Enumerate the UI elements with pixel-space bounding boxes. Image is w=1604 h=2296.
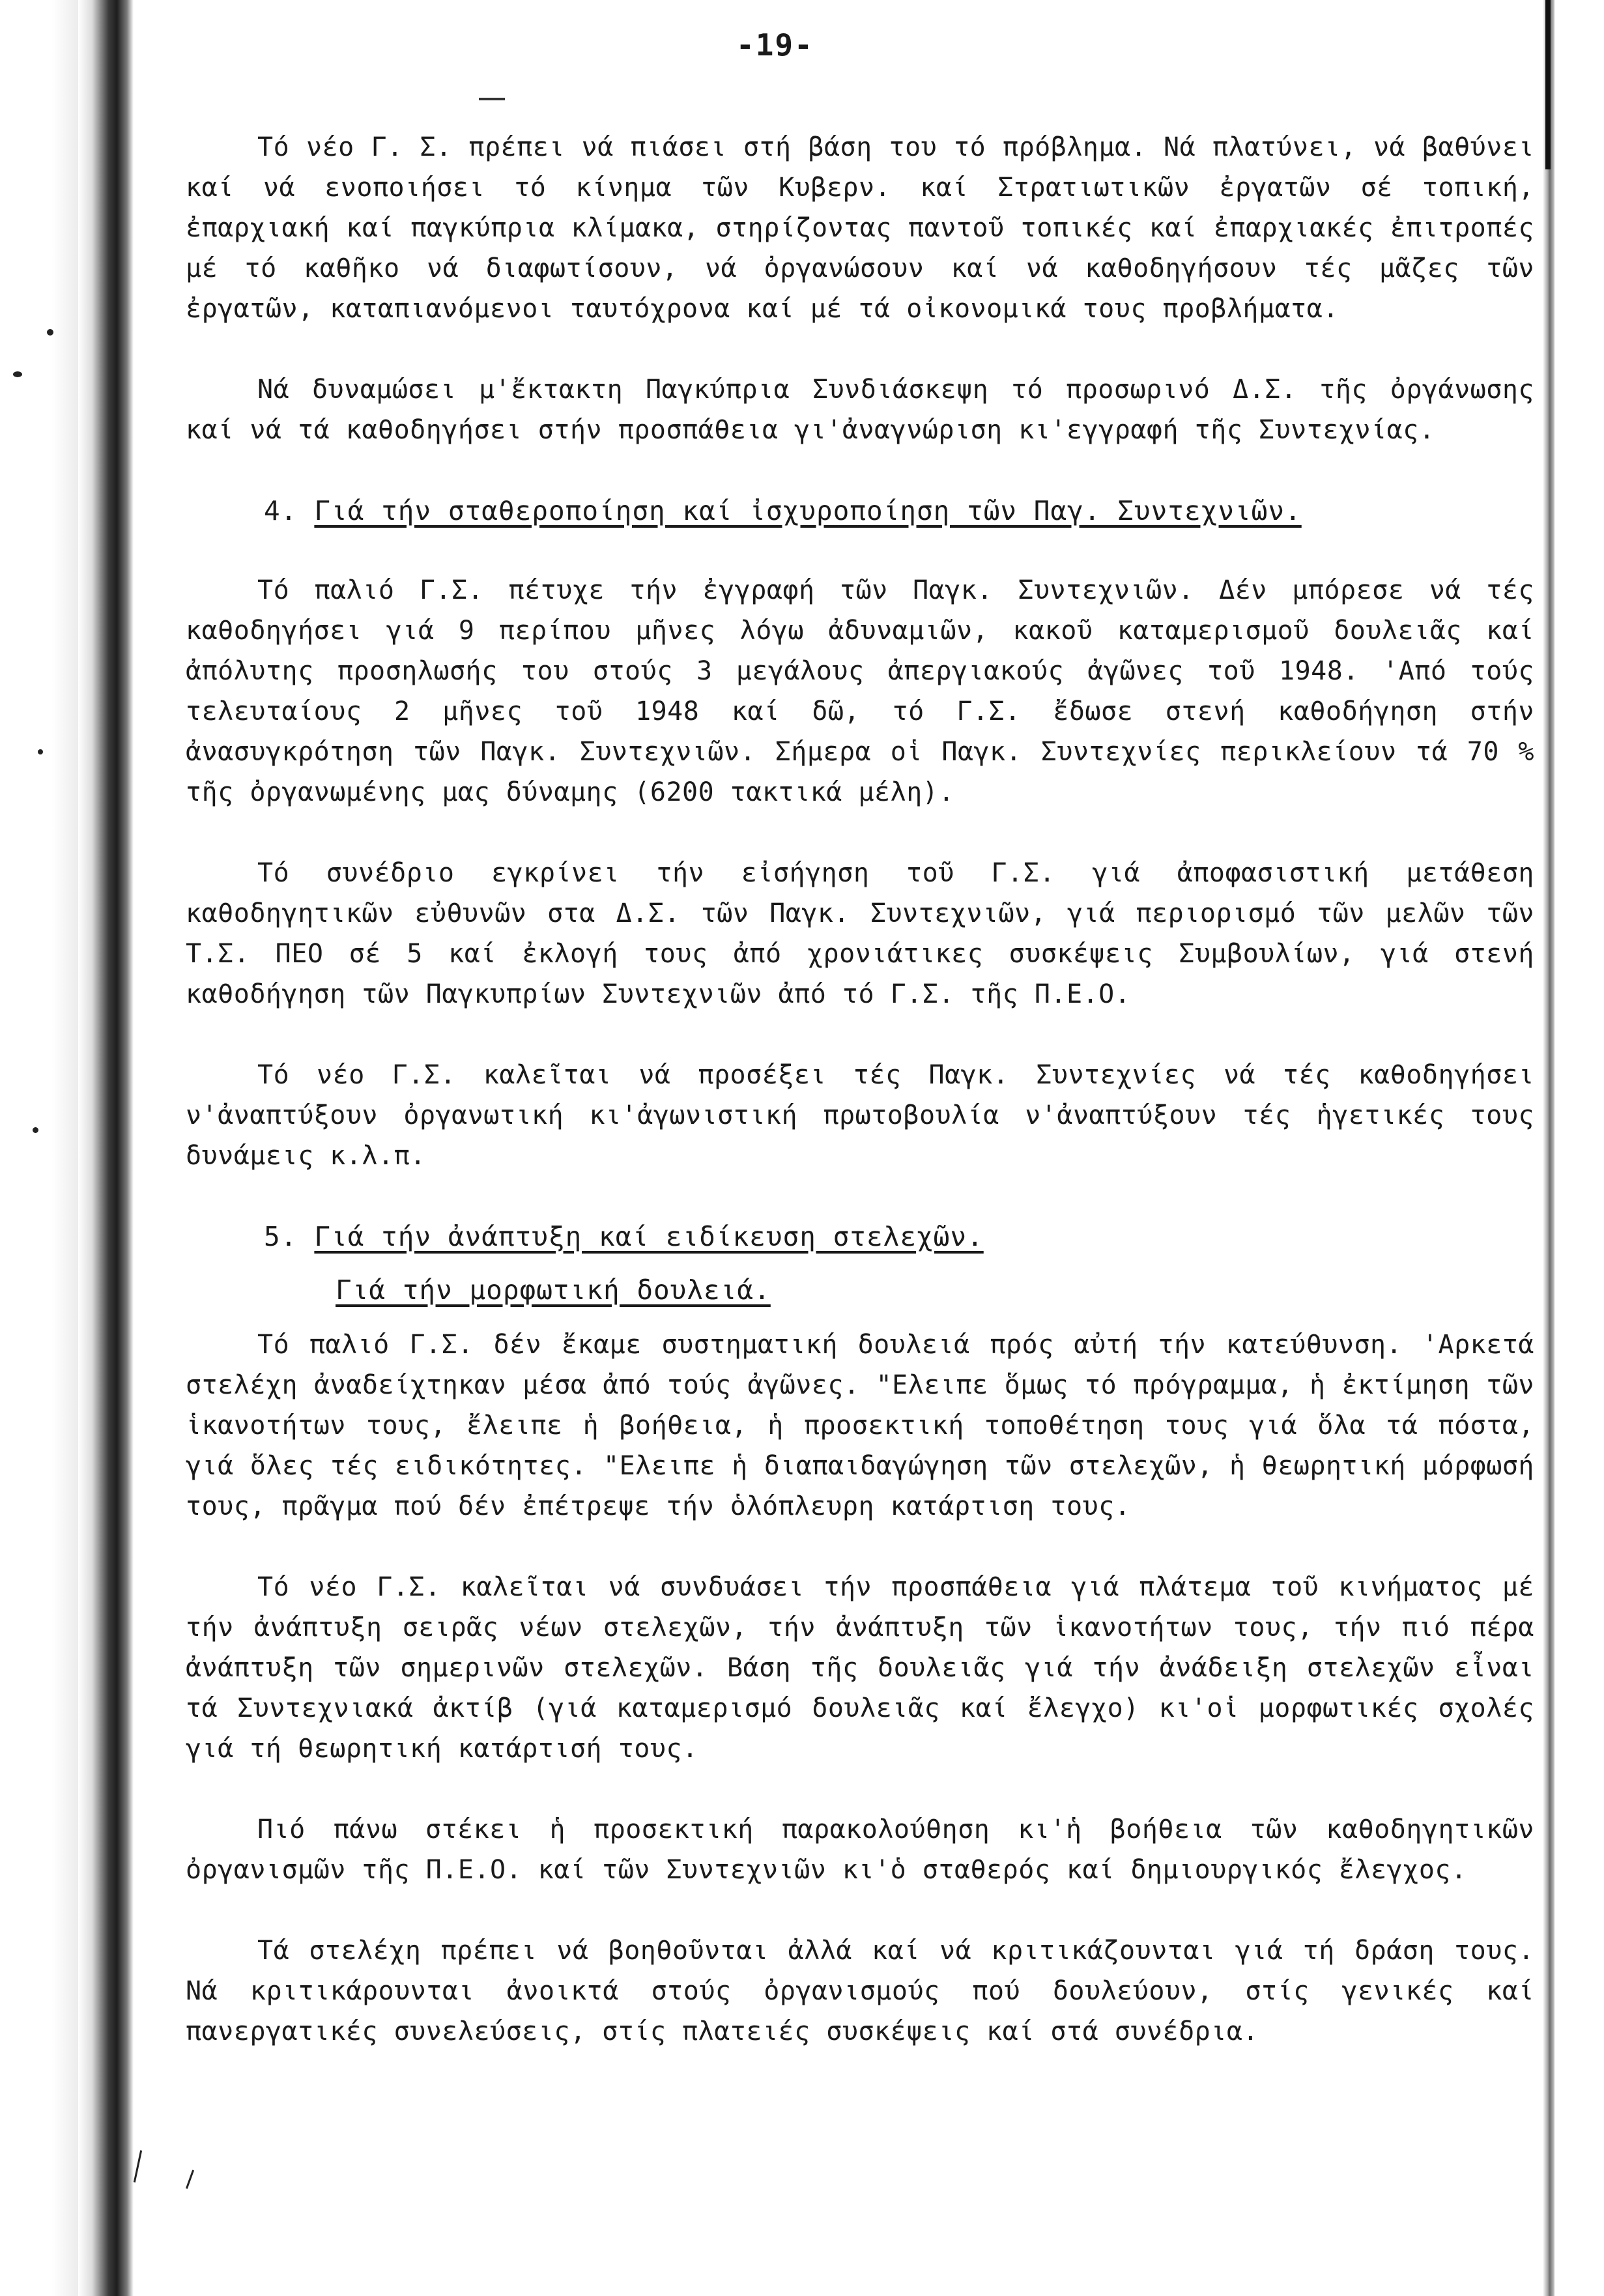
scan-speck <box>13 371 22 377</box>
page-number: -19- <box>736 27 814 63</box>
scan-right-edge <box>1543 0 1554 2296</box>
section-heading-5 <box>264 1216 1534 1257</box>
paragraph-3: Τό παλιό Γ.Σ. πέτυχε τήν ἐγγραφή τῶν Παγκ. Συντεχνιῶν. Δέν μπόρεσε νά τές καθοδηγήσει γιά 9 περίπου μῆνες λόγω ἀδυναμιῶν, κακοῦ καταμερισμοῦ δουλειᾶς καί ἀπόλυτης προσηλωσής του στούς 3 μεγάλους ἀπεργιακούς ἀγῶνες τοῦ 1948. 'Από τούς τελευταίους 2 μῆνες τοῦ 1948 καί δῶ, τό Γ.Σ. ἔδωσε στενή καθοδήγηση στήν ἀνασυγκρότηση τῶν Παγκ. Συντεχνιῶν. Σήμερα οἱ Παγκ. Συντεχνίες περικλείουν τά 70 % τῆς ὀργανωμένης μας δύναμης (6200 τακτικά μέλη). <box>186 575 1534 807</box>
scan-right-edge-dark <box>1545 0 1551 169</box>
section-number: 5. <box>264 1221 298 1252</box>
paragraph-4: Τό συνέδριο εγκρίνει τήν εἰσήγηση τοῦ Γ.Σ. γιά ἀποφασιστική μετάθεση καθοδηγητικῶν εὐθυνῶν στα Δ.Σ. τῶν Παγκ. Συντεχνιῶν, γιά περιορισμό τῶν μελῶν τῶν Τ.Σ. ΠΕΟ σέ 5 καί ἐκλογή τους ἀπό χρονιάτικες συσκέψεις Συμβουλίων, γιά στενή καθοδήγηση τῶν Παγκυπρίων Συντεχνιῶν ἀπό τό Γ.Σ. τῆς Π.Ε.Ο. <box>186 858 1534 1009</box>
paragraph-1: Τό νέο Γ. Σ. πρέπει νά πιάσει στή βάση του τό πρόβλημα. Νά πλατύνει, νά βαθύνει καί νά ενοποιήσει τό κίνημα τῶν Κυβερν. καί Στρατιωτικῶν ἐργατῶν σέ τοπική, ἐπαρχιακή καί παγκύπρια κλίμακα, στηρίζοντας παντοῦ τοπικές καί ἐπαρχιακές ἐπιτροπές μέ τό καθῆκο νά διαφωτίσουν, νά ὀργανώσουν καί νά καθοδηγήσουν τές μᾶζες τῶν ἐργατῶν, καταπιανόμενοι ταυτόχρονα καί μέ τά οἰκονομικά τους προβλήματα. <box>186 132 1534 324</box>
section-heading-4 <box>264 491 1534 531</box>
section-title: Γιά τήν ἀνάπτυξη καί ειδίκευση στελεχῶν. <box>314 1221 984 1252</box>
section-number: 4. <box>264 495 298 526</box>
document-body <box>186 127 1534 2092</box>
paragraph-6: Τό παλιό Γ.Σ. δέν ἔκαμε συστηματική δουλειά πρός αὐτή τήν κατεύθυνση. 'Αρκετά στελέχη ἀναδείχτηκαν μέσα ἀπό τούς ἀγῶνες. "Ελειπε ὅμως τό πρόγραμμα, ἡ ἐκτίμηση τῶν ἱκανοτήτων τους, ἔλειπε ἡ βοήθεια, ἡ προσεκτική τοποθέτηση τους γιά ὅλα τά πόστα, γιά ὅλες τές ειδικότητες. "Ελειπε ἡ διαπαιδαγώγηση τῶν στελεχῶν, ἡ θεωρητική μόρφωσή τους, πρᾶγμα πού δέν ἐπέτρεψε τήν ὁλόπλευρη κατάρτιση τους. <box>186 1330 1534 1521</box>
scan-stroke <box>186 2170 194 2188</box>
paragraph-9: Τά στελέχη πρέπει νά βοηθοῦνται ἀλλά καί νά κριτικάζουνται γιά τή δράση τους. Νά κριτικάρουνται ἀνοικτά στούς ὀργανισμούς πού δουλεύουν, στίς γενικές καί πανεργατικές συνελεύσεις, στίς πλατειές συσκέψεις καί στά συνέδρια. <box>186 1936 1534 2046</box>
section-title: Γιά τήν σταθεροποίηση καί ἰσχυροποίηση τῶν Παγ. Συντεχνιῶν. <box>314 495 1302 526</box>
scan-stroke <box>134 2150 142 2183</box>
scan-speck <box>47 329 53 336</box>
section-subheading: Γιά τήν μορφωτική δουλειά. <box>336 1274 771 1306</box>
paragraph-5: Τό νέο Γ.Σ. καλεῖται νά προσέξει τές Παγκ. Συντεχνίες νά τές καθοδηγήσει ν'ἀναπτύξουν ὀργανωτική κι'ἀγωνιστική πρωτοβουλία ν'ἀναπτύξουν τές ἡγετικές τους δυνάμεις κ.λ.π. <box>186 1060 1534 1171</box>
scan-speck <box>33 1127 38 1133</box>
scan-binding-shadow <box>78 0 134 2296</box>
paragraph-7: Τό νέο Γ.Σ. καλεῖται νά συνδυάσει τήν προσπάθεια γιά πλάτεμα τοῦ κινήματος μέ τήν ἀνάπτυξη σειρᾶς νέων στελεχῶν, τήν ἀνάπτυξη τῶν ἱκανοτήτων τους, τήν πιό πέρα ἀνάπτυξη τῶν σημερινῶν στελεχῶν. Βάση τῆς δουλειᾶς γιά τήν ἀνάδειξη στελεχῶν εἶναι τά Συντεχνιακά ἀκτίβ (γιά καταμερισμό δουλειᾶς καί ἔλεγχο) κι'οἱ μορφωτικές σχολές γιά τή θεωρητική κατάρτισή τους. <box>186 1572 1534 1764</box>
scan-speck <box>38 749 43 754</box>
decorative-dash <box>479 98 505 100</box>
paragraph-8: Πιό πάνω στέκει ἡ προσεκτική παρακολούθηση κι'ἡ βοήθεια τῶν καθοδηγητικῶν ὀργανισμῶν τῆς Π.Ε.Ο. καί τῶν Συντεχνιῶν κι'ὁ σταθερός καί δημιουργικός ἔλεγχος. <box>186 1815 1534 1885</box>
scan-left-margin <box>52 0 78 2296</box>
paragraph-2: Νά δυναμώσει μ'ἔκτακτη Παγκύπρια Συνδιάσκεψη τό προσωρινό Δ.Σ. τῆς ὀργάνωσης καί νά τά καθοδηγήσει στήν προσπάθεια γι'ἀναγνώριση κι'εγγραφή τῆς Συντεχνίας. <box>186 375 1534 445</box>
